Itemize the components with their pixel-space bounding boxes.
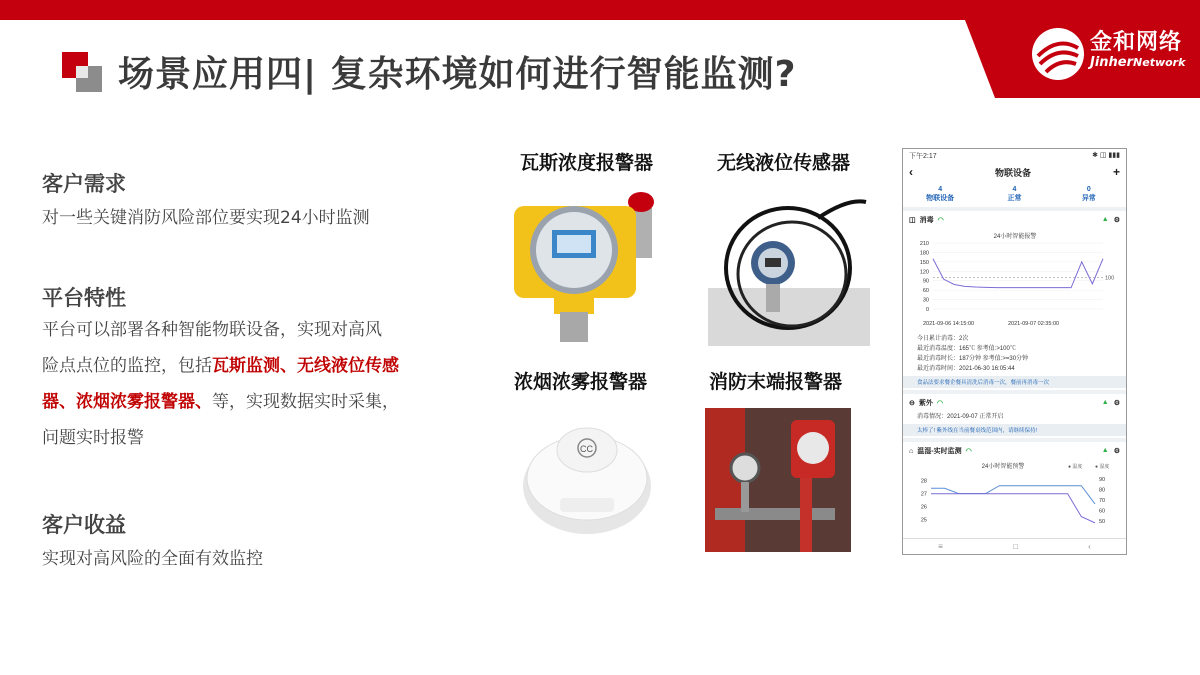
card-humidity-header[interactable] [903,442,1126,460]
y-tick-label-right: 70 [1099,498,1106,504]
body-text: 等，实现数据实时采集， [212,392,399,412]
y-tick-label-right: 60 [1099,508,1106,515]
wifi-icon: ◠ [965,448,972,455]
stat-normal[interactable] [977,185,1051,203]
alarm-icon: ▲ [1101,399,1109,406]
device-label-fire-end: 消防末端报警器 [709,371,843,393]
y-tick-label: 210 [919,241,929,247]
card-name: 紫外 [918,400,933,407]
stat-label: 异常 [1081,195,1096,202]
alarm-icon: ▲ [1101,447,1109,454]
chart-title: 24小时智能预警 [981,464,1025,470]
platform-line [42,312,482,348]
card-name: 温湿-实时监测 [917,448,962,455]
series-line-humidity [931,494,1095,523]
smoke-detector-image [520,408,655,538]
platform-text [42,312,482,456]
series-line-temperature [931,486,1095,504]
need-heading: 客户需求 [42,172,126,196]
card-uv-header[interactable] [903,394,1126,412]
disinfect-chart [903,229,1126,329]
y-tick-label: 150 [919,259,929,266]
stat-abnormal[interactable] [1052,185,1126,203]
phone-stats [903,181,1126,211]
stat-value: 0 [1086,186,1091,193]
phone-nav-bar [903,163,1126,181]
benefit-text: 实现对高风险的全面有效监控 [42,549,263,569]
wifi-icon: ◠ [937,217,944,224]
add-icon[interactable]: + [1112,165,1120,179]
platform-line [42,348,482,384]
info-line: 最近消毒时长：187分钟 参考值:>=30分钟 [917,356,1029,362]
y-tick-label: 120 [919,269,929,276]
info-line: 最近消毒温度：165℃ 参考值:>100℃ [917,346,1016,352]
y-tick-label-right: 80 [1099,487,1106,494]
home-icon: ⌂ [909,447,914,455]
title-square-icon [62,52,102,92]
brand-en-bold: Jinher [1090,55,1134,70]
device-label-level: 无线液位传感器 [717,152,851,174]
stat-label: 物联设备 [926,195,955,202]
brand-name-cn: 金和网络 [1090,30,1183,55]
legend-item: ● 温度 [1068,464,1083,470]
phone-bottom-nav [903,538,1126,554]
platform-heading: 平台特性 [42,286,126,310]
uv-info: 消毒情况：2021-09-07 正常开启 [917,414,1004,420]
device-icon: ◫ [909,217,916,224]
card-disinfect-header[interactable] [903,211,1126,229]
info-line: 今日累计消毒：2次 [917,336,969,342]
status-icons: ✱ ◫ ▮▮▮ [1092,152,1120,159]
chart-title: 24小时智能报警 [993,234,1037,240]
status-time: 下午2:17 [909,153,937,160]
uv-icon: ⊖ [909,400,915,407]
phone-status-bar [903,149,1126,163]
alarm-icon: ▲ [1101,216,1109,223]
uv-note: 太棒了! 紫外线在当前餐桌线范围内，请继续保持! [903,424,1126,436]
need-text: 对一些关键消防风险部位要实现24小时监测 [42,208,370,228]
phone-nav-title: 物联设备 [994,167,1031,178]
highlight-text: 器、浓烟浓雾报警器、 [42,392,212,412]
back-icon[interactable]: ‹ [909,165,913,179]
svg-text:CC: CC [580,444,593,454]
level-sensor-image [708,178,870,346]
x-tick-label: 2021-09-06 14:15:00 [923,321,975,327]
y-tick-label: 28 [920,478,927,485]
info-line: 最近消毒时间：2021-06-30 16:05:44 [917,366,1015,372]
brand-name-en [1090,56,1185,70]
x-tick-label: 2021-09-07 02:35:00 [1008,321,1060,327]
menu-icon[interactable]: ≡ [938,542,943,551]
gas-detector-image [510,188,670,343]
platform-line [42,384,482,420]
y-tick-label: 25 [920,517,927,524]
disinfect-note: 食品法要求餐企餐具清洗后消毒一次，餐前再消毒一次 [903,376,1126,388]
fire-end-alarm-image [705,408,851,552]
settings-icon[interactable]: ⚙ [1113,448,1120,455]
stat-devices[interactable] [903,185,977,203]
device-label-smoke: 浓烟浓雾报警器 [514,371,648,393]
humidity-chart [903,460,1126,530]
body-text: 问题实时报警 [42,428,144,448]
home-button-icon[interactable]: □ [1013,542,1018,551]
brand-en-rest: Network [1133,56,1186,69]
settings-icon[interactable]: ⚙ [1113,400,1120,407]
y-tick-label: 26 [920,504,927,511]
device-label-gas: 瓦斯浓度报警器 [520,152,654,174]
stat-value: 4 [1012,186,1017,193]
back-nav-icon[interactable]: ‹ [1088,542,1091,551]
legend-item: ● 湿度 [1095,464,1110,470]
y-tick-label-right: 90 [1099,477,1106,484]
y-tick-label: 180 [919,250,929,257]
platform-line [42,420,482,456]
y-tick-label-right: 50 [1099,518,1106,525]
highlight-text: 瓦斯监测、无线液位传感 [212,356,399,376]
benefit-heading: 客户收益 [42,513,126,537]
page-title: 场景应用四| 复杂环境如何进行智能监测? [118,54,797,95]
y-tick-label: 0 [925,307,929,313]
settings-icon[interactable]: ⚙ [1113,217,1120,224]
y-tick-label: 60 [922,288,929,295]
disinfect-info [903,334,1126,374]
top-red-bar [0,0,1200,20]
y-tick-label: 90 [922,278,929,285]
series-line [933,259,1103,288]
stat-value: 4 [938,186,943,193]
reference-label: 100 [1105,275,1115,282]
wifi-icon: ◠ [936,400,943,407]
stat-label: 正常 [1007,195,1022,202]
body-text: 险点点位的监控，包括 [42,356,212,376]
card-name: 消毒 [919,217,934,224]
y-tick-label: 30 [922,297,929,304]
y-tick-label: 27 [920,491,927,498]
brand-text [1090,30,1185,70]
jinher-logo-icon [1030,26,1086,82]
phone-screenshot [902,148,1127,555]
body-text: 平台可以部署各种智能物联设备，实现对高风 [42,320,382,340]
